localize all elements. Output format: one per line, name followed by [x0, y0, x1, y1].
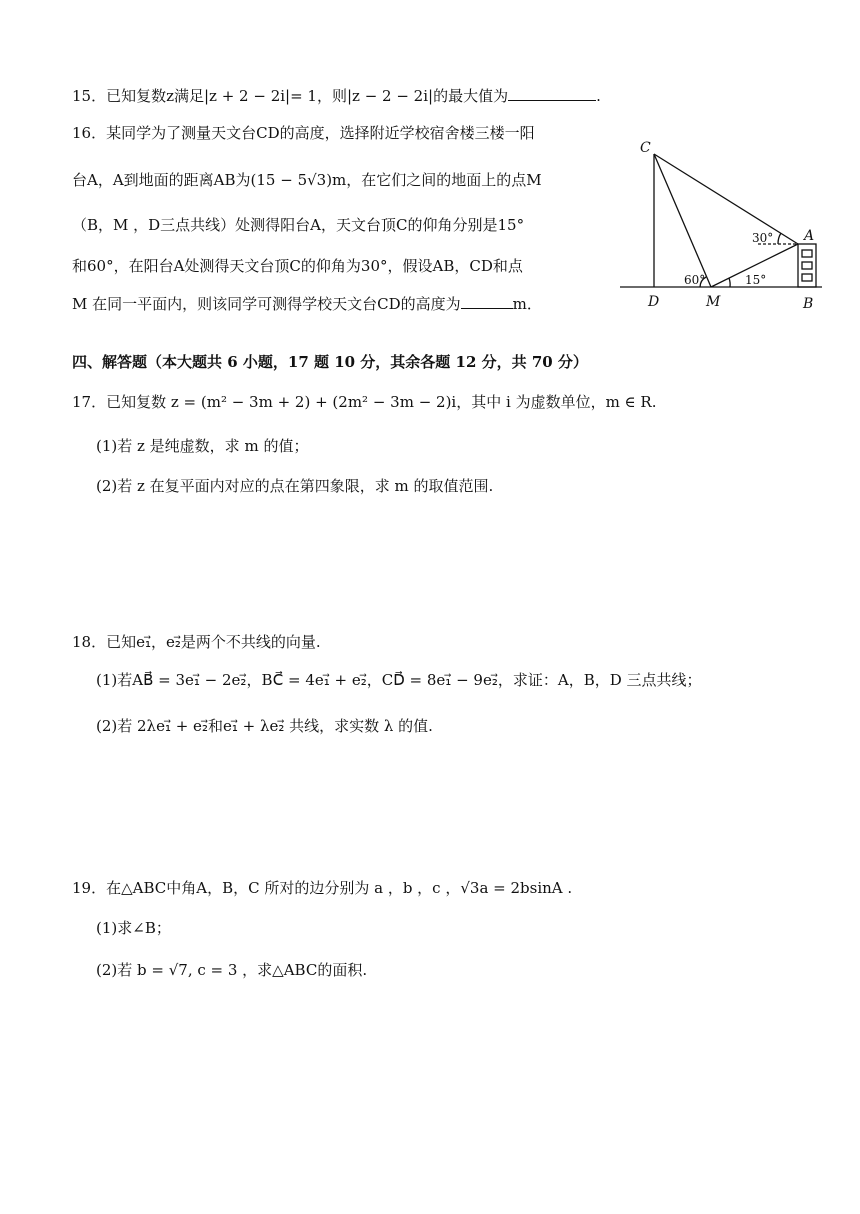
question-15	[72, 86, 601, 106]
question-16-line-3: （B，M ，D三点共线）处测得阳台A，天文台顶C的仰角分别是15°	[72, 216, 525, 234]
question-18-stem: 18．已知e₁⃗，e₂⃗是两个不共线的向量.	[72, 633, 321, 651]
question-17-part-1: (1)若 z 是纯虚数，求 m 的值；	[96, 437, 309, 455]
angle-label-60: 60°	[684, 273, 706, 287]
question-19-part-1: (1)求∠B；	[96, 919, 171, 937]
question-15-text: 15．已知复数z满足|z + 2 − 2i|= 1，则|z − 2 − 2i|的最大值为	[72, 87, 509, 105]
question-16-unit: m．	[512, 295, 542, 313]
question-16-line-5-text: M 在同一平面内，则该同学可测得学校天文台CD的高度为	[72, 295, 461, 313]
question-17-stem: 17．已知复数 z = (m² − 3m + 2) + (2m² − 3m − 2)i，其中 i 为虚数单位，m ∈ R.	[72, 393, 657, 411]
label-d: D	[648, 294, 660, 310]
question-15-end: .	[596, 87, 601, 105]
segment-ca	[654, 154, 798, 244]
label-c: C	[640, 140, 651, 156]
angle-label-30: 30°	[752, 231, 774, 245]
section-4-title: 四、解答题（本大题共 6 小题，17 题 10 分，其余各题 12 分，共 70 分）	[72, 353, 588, 371]
question-16-line-2: 台A，A到地面的距离AB为(15 − 5√3)m，在它们之间的地面上的点M	[72, 171, 542, 189]
answer-blank-16	[461, 294, 513, 309]
label-m: M	[706, 294, 721, 310]
label-b: B	[803, 296, 814, 312]
label-a: A	[804, 228, 815, 244]
question-19-stem: 19．在△ABC中角A，B，C 所对的边分别为 a ，b ，c ，√3a = 2bsinA .	[72, 879, 573, 897]
answer-blank-15	[508, 86, 596, 101]
angle-arc-15	[729, 278, 730, 287]
question-17-part-2: (2)若 z 在复平面内对应的点在第四象限，求 m 的取值范围.	[96, 477, 494, 495]
question-16-line-4: 和60°，在阳台A处测得天文台顶C的仰角为30°，假设AB，CD和点	[72, 257, 523, 275]
question-16-line-1: 16．某同学为了测量天文台CD的高度，选择附近学校宿舍楼三楼一阳	[72, 124, 535, 142]
window-1	[802, 250, 812, 257]
geometry-figure	[618, 132, 823, 314]
question-18-part-2: (2)若 2λe₁⃗ + e₂⃗和e₁⃗ + λe₂⃗ 共线，求实数 λ 的值.	[96, 717, 433, 735]
window-2	[802, 262, 812, 269]
segment-cm	[654, 154, 711, 287]
window-3	[802, 274, 812, 281]
angle-label-15: 15°	[745, 273, 767, 287]
angle-arc-30	[778, 233, 781, 244]
question-18-part-1: (1)若AB⃗ = 3e₁⃗ − 2e₂⃗，BC⃗ = 4e₁⃗ + e₂⃗，CD⃗ = 8e₁⃗ − 9e₂⃗，求证：A，B，D 三点共线；	[96, 671, 702, 689]
question-19-part-2: (2)若 b = √7, c = 3 ，求△ABC的面积.	[96, 961, 368, 979]
question-16-line-5	[72, 294, 542, 314]
